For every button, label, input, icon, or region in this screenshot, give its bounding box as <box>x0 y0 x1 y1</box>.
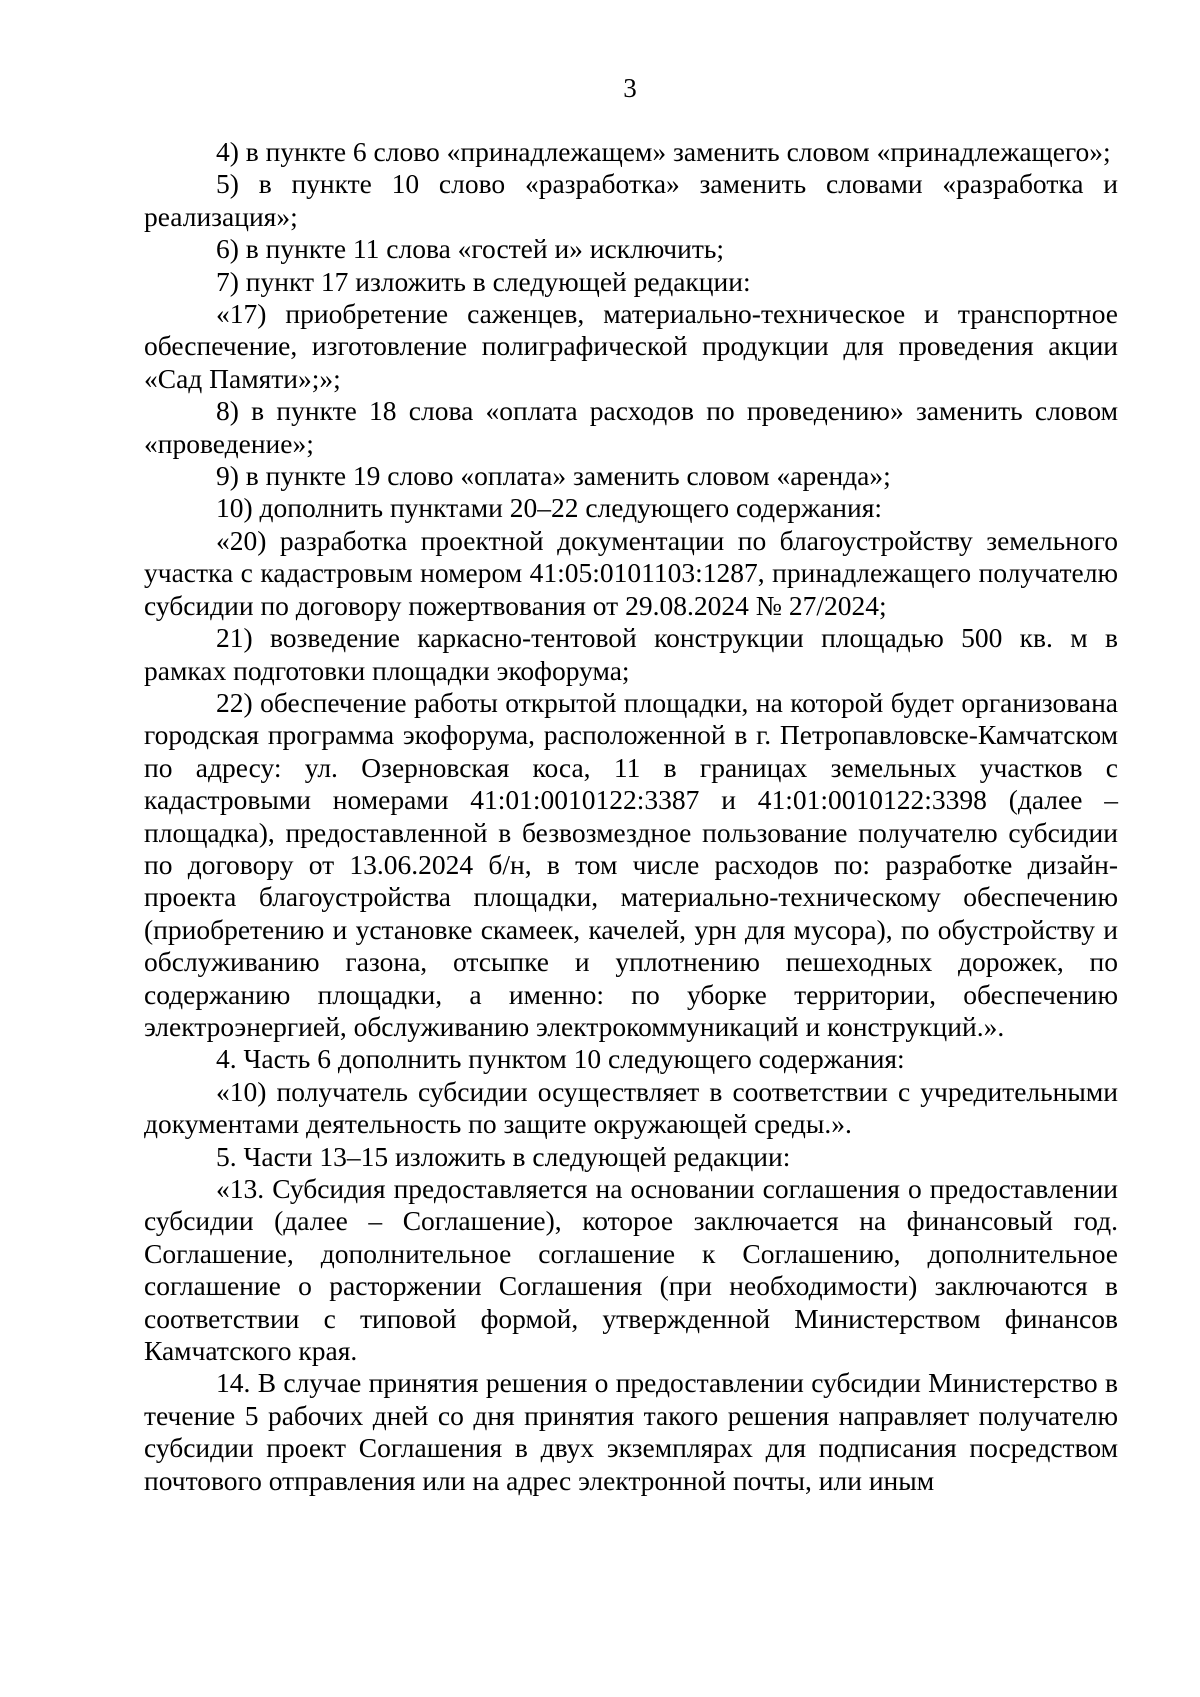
paragraph-item-8: 8) в пункте 18 слова «оплата расходов по проведению» заменить словом «проведение»; <box>144 395 1118 459</box>
page-number: 3 <box>623 73 637 103</box>
paragraph-new-part-14: 14. В случае принятия решения о предоставлении субсидии Министерство в течение 5 рабочих дней со дня принятия такого решения направляет получателю субсидии проект Соглашения в двух экземплярах для подписания посредством почтового отправления или на адрес электронной почты, или иным <box>144 1367 1118 1496</box>
paragraph-new-item-22: 22) обеспечение работы открытой площадки, на которой будет организована городская программа экофорума, расположенной в г. Петропавловске-Камчатском по адресу: ул. Озерновская коса, 11 в границах земельных участков с кадастровыми номерами 41:01:0010122:3387 и 41:01:0010122:3398 (далее – площадка), предоставленной в безвозмездное пользование получателю субсидии по договору от 13.06.2024 б/н, в том числе расходов по: разработке дизайн-проекта благоустройства площадки, материально-техническому обеспечению (приобретению и установке скамеек, качелей, урн для мусора), по обустройству и обслуживанию газона, отсыпке и уплотнению пешеходных дорожек, по содержанию площадки, а именно: по уборке территории, обеспечению электроэнергией, обслуживанию электрокоммуникаций и конструкций.». <box>144 686 1118 1042</box>
paragraph-item-6: 6) в пункте 11 слова «гостей и» исключить; <box>216 233 725 265</box>
paragraph-item-7: 7) пункт 17 изложить в следующей редакции: <box>216 265 751 297</box>
document-body <box>144 136 1118 1497</box>
paragraph-item-4: 4) в пункте 6 слово «принадлежащем» заменить словом «принадлежащего»; <box>216 136 1111 167</box>
paragraph-new-item-20: «20) разработка проектной документации по благоустройству земельного участка с кадастровым номером 41:05:0101103:1287, принадлежащего получателю субсидии по договору пожертвования от 29.08.2024 № 27/2024; <box>144 524 1118 621</box>
paragraph-new-item-21: 21) возведение каркасно-тентовой конструкции площадью 500 кв. м в рамках подготовки площадки экофорума; <box>144 622 1118 686</box>
paragraph-new-item-17: «17) приобретение саженцев, материально-техническое и транспортное обеспечение, изготовление полиграфической продукции для проведения акции «Сад Памяти»;»; <box>144 298 1118 394</box>
paragraph-item-9: 9) в пункте 19 слово «оплата» заменить словом «аренда»; <box>216 460 891 492</box>
paragraph-new-item-10: «10) получатель субсидии осуществляет в соответствии с учредительными документами деятельность по защите окружающей среды.». <box>144 1075 1118 1140</box>
paragraph-item-5: 5) в пункте 10 слово «разработка» заменить словами «разработка и реализация»; <box>144 168 1118 232</box>
paragraph-item-10: 10) дополнить пунктами 20–22 следующего содержания: <box>216 492 883 524</box>
paragraph-new-part-13: «13. Субсидия предоставляется на основании соглашения о предоставлении субсидии (далее – Соглашение), которое заключается на финансовый год. Соглашение, дополнительное соглашение к Соглашению, дополнительное соглашение о расторжении Соглашения (при необходимости) заключаются в соответствии с типовой формой, утвержденной Министерством финансов Камчатского края. <box>144 1173 1118 1367</box>
paragraph-part-4: 4. Часть 6 дополнить пунктом 10 следующего содержания: <box>216 1043 905 1075</box>
paragraph-part-5: 5. Части 13–15 изложить в следующей редакции: <box>216 1140 791 1172</box>
